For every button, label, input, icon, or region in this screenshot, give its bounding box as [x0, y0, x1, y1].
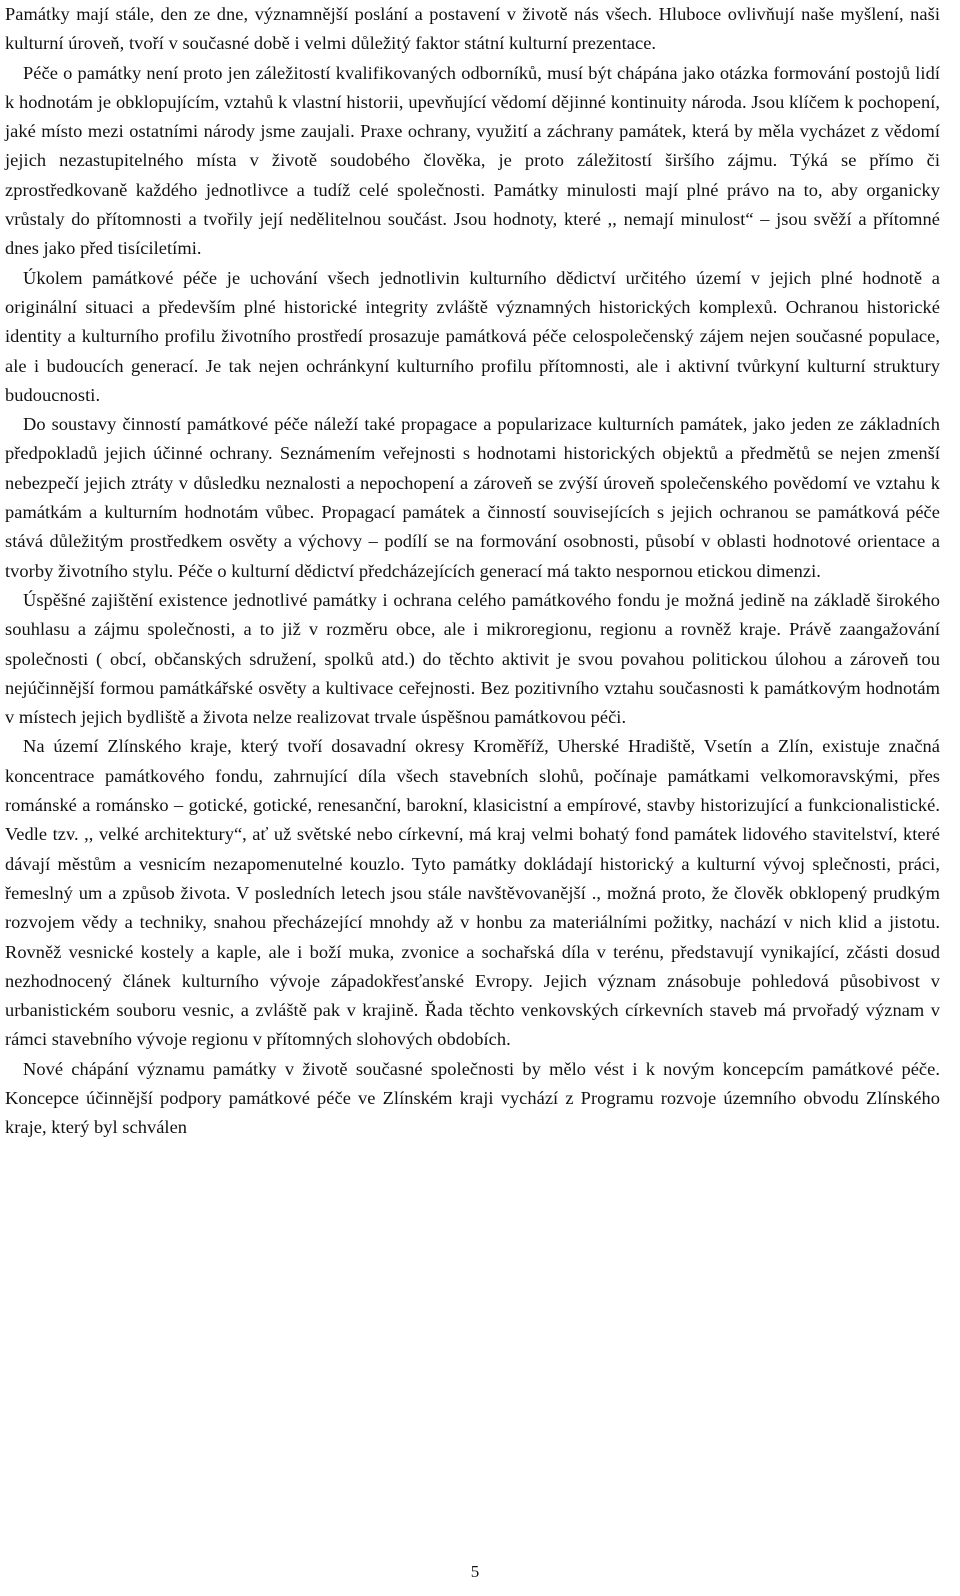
paragraph-new-concept: Nové chápání významu památky v životě současné společnosti by mělo vést i k novým koncepcím památkové péče. Koncepce účinnější podpory památkové péče ve Zlínském kraji vychází z Programu rozvoje územního obvodu Zlínského kraje, který byl schválen	[5, 1058, 940, 1138]
document-page	[5, 0, 940, 1143]
page-number: 5	[470, 1562, 480, 1581]
paragraph-care-of-monuments: Péče o památky není proto jen záležitostí kvalifikovaných odborníků, musí být chápána jako otázka formování postojů lidí k hodnotám je obklopujícím, vztahů k vlastní historii, upevňující vědomí dějinné kontinuity národa. Jsou klíčem k pochopení, jaké místo mezi ostatními národy jsme zaujali. Praxe ochrany, využití a záchrany památek, která by měla vycházet z vědomí jejich nezastupitelného místa v životě soudobého člověka, je proto záležitostí širšího zájmu. Týká se přímo či zprostředkovaně každého jednotlivce a tudíž celé společnosti. Památky minulosti mají plné právo na to, aby organicky vrůstaly do přítomnosti a tvořily její nedělitelnou součást. Jsou hodnoty, které ,, nemají minulost“ – jsou svěží a přítomné dnes jako před tisíciletími.	[5, 62, 940, 259]
paragraph-public-support: Úspěšné zajištění existence jednotlivé památky i ochrana celého památkového fondu je možná jedině na základě širokého souhlasu a zájmu společnosti, a to již v rozměru obce, ale i mikroregionu, regionu a rovněž kraje. Právě zaangažování společnosti ( obcí, občanských sdružení, spolků atd.) do těchto aktivit je svou povahou politickou úlohou a zároveň tou nejúčinnější formou památkářské osvěty a kultivace ceřejnosti. Bez pozitivního vztahu současnosti k památkovým hodnotám v místech jejich bydliště a života nelze realizovat trvale úspěšnou památkovou péči.	[5, 589, 940, 728]
paragraph-zlin-region: Na území Zlínského kraje, který tvoří dosavadní okresy Kroměříž, Uherské Hradiště, Vsetín a Zlín, existuje značná koncentrace památkového fondu, zahrnující díla všech stavebních slohů, počínaje památkami velkomoravskými, přes románské a románsko – gotické, gotické, renesanční, barokní, klasicistní a empírové, stavby historizující a funkcionalistické. Vedle tzv. ,, velké architektury“, ať už světské nebo církevní, má kraj velmi bohatý fond památek lidového stavitelství, které dávají městům a vesnicím nezapomenutelné kouzlo. Tyto památky dokládají historický a kulturní vývoj splečnosti, práci, řemeslný um a způsob života. V posledních letech jsou stále navštěvovanější ., možná proto, že člověk obklopený prudkým rozvojem vědy a techniky, snahou přecházející mnohdy až v honbu za materiálními požitky, nachází v nich klid a jistotu. Rovněž vesnické kostely a kaple, ale i boží muka, zvonice a sochařská díla v terénu, představují vynikající, zčásti dosud nezhodnocený článek kulturního vývoje západokřesťanské Evropy. Jejich význam znásobuje pohledová působivost v urbanistickém souboru vesnic, a zvláště pak v krajině. Řada těchto venkovských církevních staveb má prvořadý význam v rámci stavebního vývoje regionu v přítomných slohových obdobích.	[5, 736, 940, 1050]
paragraph-task-of-preservation: Úkolem památkové péče je uchování všech jednotlivin kulturního dědictví určitého území v jejich plné hodnotě a originální situaci a především plné historické integrity zvláště významných historických komplexů. Ochranou historické identity a kulturního profilu životního prostředí prosazuje památková péče celospolečenský zájem nejen současné populace, ale i budoucích generací. Je tak nejen ochránkyní kulturního profilu přítomnosti, ale i aktivní tvůrkyní kulturní struktury budoucnosti.	[5, 267, 940, 405]
paragraph-promotion: Do soustavy činností památkové péče náleží také propagace a popularizace kulturních památek, jako jeden ze základních předpokladů jejich účinné ochrany. Seznámením veřejnosti s hodnotami historických objektů a předmětů se nejen zmenší nebezpečí jejich ztráty v důsledku neznalosti a nepochopení a zároveň se zvýší úroveň společenského povědomí ve vztahu k památkám a kulturním hodnotám vůbec. Propagací památek a činností souvisejících s jejich ochranou se památková péče stává důležitým prostředkem osvěty a výchovy – podílí se na formování osobnosti, působí v oblasti hodnotové orientace a tvorby životního stylu. Péče o kulturní dědictví předcházejících generací má takto nespornou etickou dimenzi.	[5, 414, 940, 581]
paragraph-intro: Památky mají stále, den ze dne, významnější poslání a postavení v životě nás všech. Hluboce ovlivňují naše myšlení, naši kulturní úroveň, tvoří v současné době i velmi důležitý faktor státní kulturní prezentace.	[5, 4, 940, 54]
